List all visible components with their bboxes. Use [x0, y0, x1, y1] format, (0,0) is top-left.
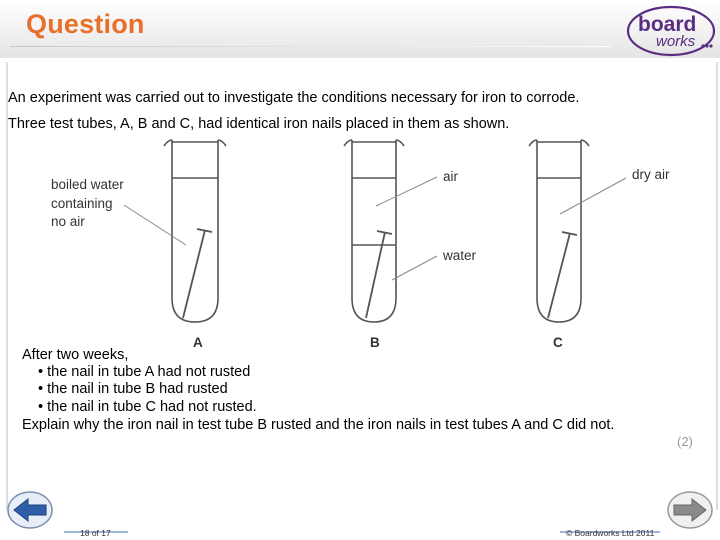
tube-a-nail — [183, 230, 205, 318]
intro-line-2: Three test tubes, A, B and C, had identical iron nails placed in them as shown. — [8, 116, 510, 132]
pointer-dry-air-c — [560, 178, 626, 214]
logo-text-works: works — [656, 33, 696, 50]
question-lead: After two weeks, — [22, 347, 129, 363]
pointer-boiled-water — [124, 205, 186, 245]
marks-label: (2) — [677, 434, 693, 449]
tube-a-rim — [164, 140, 226, 146]
label-boiled-water-1: boiled water — [51, 177, 124, 192]
tube-c-outline — [537, 140, 581, 322]
copyright-text: © Boardworks Ltd 2011 — [566, 528, 655, 538]
pointer-water-b — [392, 256, 437, 280]
bullet-item: • the nail in tube C had not rusted. — [38, 399, 257, 415]
tube-label-c: C — [553, 335, 563, 350]
tube-b-outline — [352, 140, 396, 322]
bullet-item: • the nail in tube B had rusted — [38, 381, 228, 397]
page-number: 18 of 17 — [80, 528, 111, 538]
label-boiled-water-2: containing — [51, 196, 113, 211]
tube-c-nail — [548, 233, 570, 318]
back-button[interactable] — [6, 490, 54, 530]
bullet-item: • the nail in tube A had not rusted — [38, 364, 250, 380]
intro-line-1: An experiment was carried out to investigate the conditions necessary for iron to corrode. — [8, 90, 580, 106]
label-water: water — [443, 248, 477, 263]
pointer-air-b — [376, 177, 437, 206]
tube-label-a: A — [193, 335, 203, 350]
label-dry-air: dry air — [632, 167, 670, 182]
label-air: air — [443, 169, 459, 184]
tube-label-b: B — [370, 335, 380, 350]
logo-text-board: board — [638, 13, 697, 36]
label-boiled-water-3: no air — [51, 214, 85, 229]
page-title: Question — [26, 9, 145, 39]
question-prompt: Explain why the iron nail in test tube B rusted and the iron nails in test tubes A and C did not. — [22, 417, 615, 433]
forward-button[interactable] — [666, 490, 714, 530]
